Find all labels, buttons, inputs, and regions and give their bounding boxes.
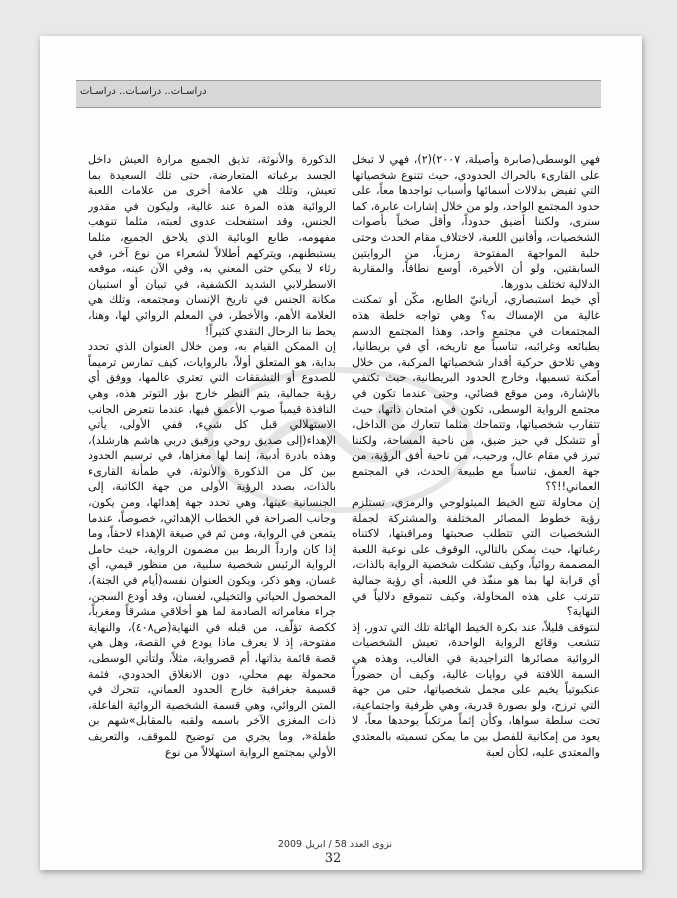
article-paragraph: أي خيط استبصاري، أريانيّ الطابع، مكّن أو تمكنت غالية من الإمساك به؟ وهي تواجه خلطة هذه المجتمعات في مجتمع واحد، وهذا المجتمع الدسم بطبائعه وغرائبه، تناسباً مع تاريخه، أي في بريطانيا، وهي تلاحق حركية أقدار شخصياتها المركبة، من خلال أمكنة تسميها، وخارج الحدود البريطانية، حيث تكتفي بالإشارة، ومن موقع فضائي، وحتى عندما تكون في مجتمع الرواية الوسطى، تكون في امتحان ذاتها، حيث تتقارب شخصياتها، وتتماحك مثلما تتعارك من الداخل، أو تتشكل في حيز ضيق، من ناحية المساحة، ولكننا تبرز في مقام عال، ورحيب، من ناحية أفق الرؤية، من جهة العمق، تناسباً مع طبيعة الحدث، في المجتمع العماني!!؟؟ (352, 293, 600, 494)
issue-footer: نزوى العدد 58 / ابريل 2009 (277, 839, 393, 850)
article-paragraph: إن محاولة تتبع الخيط الميثولوجي والرمزي، تستلزم رؤية خطوط المصائر المختلفة والمشتركة لجملة الشخصيات التي تتطلب صحبتها ومراقبتها، لاكتناه رغباتها، حيث يمكن بالتالي، الوقوف على نوعية اللعبة المصممة روائياً، وكيف تشكلت شخصية الرواية بالذات، أي قرابة لها بما هو منفّذ في اللعبة، أي رؤية جمالية تترتب على هذه المحاولة، وكيف تتموقع دلالياً في النهاية؟ (352, 496, 600, 619)
article-column-right (352, 152, 600, 837)
running-header-title: دراسـات.. دراسـات.. دراسـات (80, 86, 207, 97)
page-number: 32 (324, 851, 342, 866)
running-header-bar (76, 80, 601, 108)
article-column-left (88, 152, 336, 837)
article-paragraph: لنتوقف قليلاً، عند بكرة الخيط الهائلة تلك التي تدور، إذ تتشعب وقائع الرواية الواحدة، تعيش الشخصيات الروائية مصائرها التراجيدية في الغالب، وهذه هي السمة اللافتة في روايات غالية، وكيف أن حضوراً عنكبوتياً يخيم على مجمل شخصياتها، حتى من جهة التي ترزح، ولو بصورة قدرية، وهي ظرفية واجتماعية، تحت سلطة سواها، وكأن إثماً مرتكباً يوحدها معاً، لا يعود من إمكانية للفصل بين ما يمكن تسميته بالمعتدي والمعتدى عليه، لكأن لعبة (352, 620, 600, 759)
article-paragraph: إن الممكن القيام به، ومن خلال العنوان الذي تحدد بداية، هو المتعلق أولاً، بالروايات، كيف تمارس ترميماً للصدوع أو التشققات التي تعتري عالمها، ووفق أي رؤية جمالية، يتم النظر خارج بؤر التوتر هذه، وهي النافذة قيمياً صوب الأعمق فيها، عندما نتعرض الجانب الاستهلالي قبل كل شيء، ففي الأولى، يأتي الإهداء(إلى صديق روحي ورفيق دربي هاشم هارشلد)، وهذه بادرة أدبية، إنما لها مغزاها، في ترسيم الحدود بين كل من الذكورة والأنوثة، في طمأنة القارىء بالذات، بصدد الرؤية الأولى من جهة الكاتبة، إلى الجنسانية عينها، وهي تحدد جهة إهدائها، ومن يكون، وجانب الصراحة في الخطاب الإهدائي، خصوصاً، عندما يتمعن في الرواية، ومن ثم في صيغة الإهداء لاحقاً، وما إذا كان وارداً الربط بين مضمون الرواية، حيث حامل الرواية الرئيس شخصية سلبية، من منظور قيمي، أي غسان، وهو ذكر، ويكون العنوان نفسه(أيام في الجنة)، المحصول الحياتي والتخيلي، لغسان، وقد أودع السجن، جراء مغامراته الصادمة لما هو أخلاقي مشرقاً ومغرباً، ككصة تؤلّف، من قبله في النهاية(ص٤٠٨)، والنهاية مفتوحة، إذ لا يعرف ماذا يودع في القصة، وهل هي قصة قائمة بذاتها، أم قصرواية، مثلاً، ولتأتي الوسطى، محمولة بهم محلي، دون الانغلاق الحدودي، فثمة قسيمة جغرافية خارج الحدود العماني، تتحرك في المتن الروائي، وهي قسمة الشخصية الروائية الفاعلة، ذات المغزى الآخر باسمه ولقبه بالمقابل»شهم بن طفلة«، وما يجري من توضيح للموقف، والتعريف الأولي بمجتمع الرواية استهلالاً من نوع (88, 340, 336, 759)
article-paragraph: الذكورة والأنوثة، تذيق الجميع مرارة العيش داخل الجسد برغباته المتعارضة، حتى تلك السعيدة بما تعيش، وتلك هي علامة أخرى من علامات اللعبة الروائية هذه المرة عند غالية، وليكون في مقدور الجنس، وقد استفحلت عدوى لعبته، مثلما تنوهب مفهومه، طابع الوبائية الذي يلاحق الجميع، مثلما يستبطنهم، ويتركهم أطلالاً لشعراء من نوع آخر، في رثاء لا يبكي حتى المعني به، وفي الآن عينه، موقعه الاسطرلابي الشديد الكشفية، في تبيان أو استبيان مكانة الجنس في تاريخ الإنسان ومجتمعه، وتلك هي العلامة الأهم، والأخطر، في المعلم الروائي لها، وهنا، يحط بنا الرحال النقدي كثيراً! (88, 153, 336, 338)
article-paragraph: فهي الوسطى(صابرة وأصيلة، ٢٠٠٧)(٢)، فهي لا تبخل على القارىء بالحراك الحدودي، حيث تتنوع شخصياتها التي تفيض بدلالات أسمائها وأسباب تواجدها معاً، على حدود المجتمع الواحد، ولو من خلال إشارات عابرة، كما سنرى، ولكننا أضيق حدوداً، وأقل صخباً بأصوات الشخصيات، وأفانين اللعبة، لاختلاف مقام الحدث وحتى حلبة المواجهة المفتوحة رمزياً، من الروايتين السابقتين، ولو أن الأخيرة، أوسع نطاقاً، والمقاربة الدلالية تختلف بدورها. (352, 153, 600, 291)
